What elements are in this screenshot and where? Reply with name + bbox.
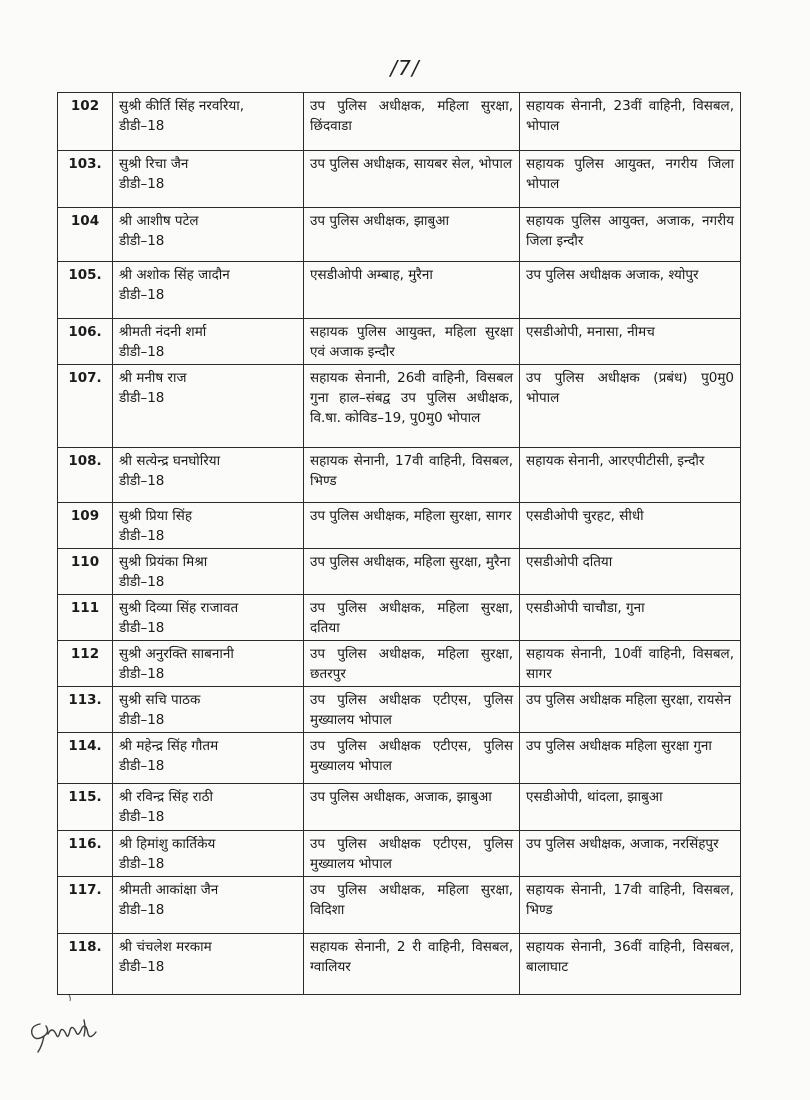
- current-posting: उप पुलिस अधीक्षक, महिला सुरक्षा, दतिया: [304, 595, 520, 641]
- new-posting: एसडीओपी, मनासा, नीमच: [520, 319, 741, 365]
- officer-cell: [113, 687, 304, 733]
- officer-batch: डीडी–18: [119, 233, 165, 249]
- serial-number: 113.: [58, 687, 113, 733]
- officer-batch: डीडी–18: [119, 666, 165, 682]
- table-row: [58, 365, 741, 448]
- new-posting: एसडीओपी चाचौडा, गुना: [520, 595, 741, 641]
- officer-name: श्री रविन्द्र सिंह राठी: [119, 789, 213, 805]
- new-posting: सहायक सेनानी, 10वीं वाहिनी, विसबल, सागर: [520, 641, 741, 687]
- officer-cell: [113, 262, 304, 319]
- new-posting: सहायक सेनानी, 23वीं वाहिनी, विसबल, भोपाल: [520, 93, 741, 151]
- officer-batch: डीडी–18: [119, 473, 165, 489]
- current-posting: सहायक सेनानी, 2 री वाहिनी, विसबल, ग्वालियर: [304, 934, 520, 995]
- current-posting: उप पुलिस अधीक्षक, अजाक, झाबुआ: [304, 784, 520, 831]
- officer-name: सुश्री अनुरक्ति साबनानी: [119, 646, 234, 662]
- new-posting: एसडीओपी चुरहट, सीधी: [520, 503, 741, 549]
- officer-batch: डीडी–18: [119, 344, 165, 360]
- officer-batch: डीडी–18: [119, 390, 165, 406]
- serial-number: 104: [58, 208, 113, 262]
- table-row: [58, 595, 741, 641]
- officer-cell: [113, 319, 304, 365]
- table-row: [58, 262, 741, 319]
- pen-mark: [68, 994, 74, 1002]
- table-row: [58, 831, 741, 877]
- table-row: [58, 151, 741, 208]
- officer-cell: [113, 831, 304, 877]
- table-row: [58, 549, 741, 595]
- officer-name: सुश्री दिव्या सिंह राजावत: [119, 600, 239, 616]
- table-row: [58, 877, 741, 934]
- current-posting: उप पुलिस अधीक्षक, महिला सुरक्षा, विदिशा: [304, 877, 520, 934]
- officer-batch: डीडी–18: [119, 118, 165, 134]
- serial-number: 105.: [58, 262, 113, 319]
- serial-number: 112: [58, 641, 113, 687]
- transfer-table: [57, 92, 741, 995]
- table-row: [58, 687, 741, 733]
- officer-batch: डीडी–18: [119, 856, 165, 872]
- officer-batch: डीडी–18: [119, 902, 165, 918]
- new-posting: उप पुलिस अधीक्षक (प्रबंध) पु0मु0 भोपाल: [520, 365, 741, 448]
- current-posting: सहायक सेनानी, 17वी वाहिनी, विसबल, भिण्ड: [304, 448, 520, 503]
- officer-cell: [113, 784, 304, 831]
- officer-batch: डीडी–18: [119, 712, 165, 728]
- current-posting: उप पुलिस अधीक्षक, महिला सुरक्षा, सागर: [304, 503, 520, 549]
- table-row: [58, 784, 741, 831]
- handwritten-signature: [26, 1012, 106, 1060]
- current-posting: उप पुलिस अधीक्षक एटीएस, पुलिस मुख्यालय भोपाल: [304, 733, 520, 784]
- new-posting: एसडीओपी, थांदला, झाबुआ: [520, 784, 741, 831]
- officer-batch: डीडी–18: [119, 758, 165, 774]
- officer-cell: [113, 93, 304, 151]
- serial-number: 116.: [58, 831, 113, 877]
- officer-name: सुश्री कीर्ति सिंह नरवरिया,: [119, 98, 245, 114]
- officer-cell: [113, 365, 304, 448]
- new-posting: एसडीओपी दतिया: [520, 549, 741, 595]
- officer-cell: [113, 877, 304, 934]
- current-posting: उप पुलिस अधीक्षक, झाबुआ: [304, 208, 520, 262]
- current-posting: उप पुलिस अधीक्षक, महिला सुरक्षा, छतरपुर: [304, 641, 520, 687]
- current-posting: उप पुलिस अधीक्षक एटीएस, पुलिस मुख्यालय भोपाल: [304, 831, 520, 877]
- officer-name: श्री सत्येन्द्र घनघोरिया: [119, 453, 221, 469]
- officer-cell: [113, 151, 304, 208]
- officer-batch: डीडी–18: [119, 620, 165, 636]
- current-posting: सहायक सेनानी, 26वी वाहिनी, विसबल गुना हाल–संबद्व उप पुलिस अधीक्षक, वि.षा. कोविड–19, पु0मु0 भोपाल: [304, 365, 520, 448]
- officer-name: श्री आशीष पटेल: [119, 213, 199, 229]
- officer-name: सुश्री प्रिया सिंह: [119, 508, 193, 524]
- officer-cell: [113, 733, 304, 784]
- table-row: [58, 208, 741, 262]
- current-posting: उप पुलिस अधीक्षक, महिला सुरक्षा, मुरैना: [304, 549, 520, 595]
- page-number: /7/: [390, 56, 420, 80]
- officer-batch: डीडी–18: [119, 574, 165, 590]
- officer-name: सुश्री रिचा जैन: [119, 156, 189, 172]
- officer-cell: [113, 549, 304, 595]
- new-posting: सहायक सेनानी, 17वी वाहिनी, विसबल, भिण्ड: [520, 877, 741, 934]
- serial-number: 102: [58, 93, 113, 151]
- current-posting: उप पुलिस अधीक्षक, सायबर सेल, भोपाल: [304, 151, 520, 208]
- new-posting: उप पुलिस अधीक्षक महिला सुरक्षा गुना: [520, 733, 741, 784]
- officer-cell: [113, 595, 304, 641]
- serial-number: 103.: [58, 151, 113, 208]
- new-posting: उप पुलिस अधीक्षक महिला सुरक्षा, रायसेन: [520, 687, 741, 733]
- officer-batch: डीडी–18: [119, 176, 165, 192]
- current-posting: सहायक पुलिस आयुक्त, महिला सुरक्षा एवं अजाक इन्दौर: [304, 319, 520, 365]
- current-posting: एसडीओपी अम्बाह, मुरैना: [304, 262, 520, 319]
- table-row: [58, 448, 741, 503]
- new-posting: उप पुलिस अधीक्षक, अजाक, नरसिंहपुर: [520, 831, 741, 877]
- serial-number: 114.: [58, 733, 113, 784]
- officer-batch: डीडी–18: [119, 287, 165, 303]
- table-row: [58, 503, 741, 549]
- serial-number: 115.: [58, 784, 113, 831]
- new-posting: उप पुलिस अधीक्षक अजाक, श्योपुर: [520, 262, 741, 319]
- officer-name: श्री हिमांशु कार्तिकेय: [119, 836, 216, 852]
- officer-name: श्री अशोक सिंह जादौन: [119, 267, 230, 283]
- table-row: [58, 641, 741, 687]
- serial-number: 117.: [58, 877, 113, 934]
- table-row: [58, 93, 741, 151]
- serial-number: 107.: [58, 365, 113, 448]
- serial-number: 109: [58, 503, 113, 549]
- officer-batch: डीडी–18: [119, 809, 165, 825]
- officer-cell: [113, 208, 304, 262]
- table-row: [58, 934, 741, 995]
- current-posting: उप पुलिस अधीक्षक एटीएस, पुलिस मुख्यालय भोपाल: [304, 687, 520, 733]
- officer-cell: [113, 641, 304, 687]
- officer-name: श्रीमती आकांक्षा जैन: [119, 882, 219, 898]
- serial-number: 106.: [58, 319, 113, 365]
- officer-name: सुश्री प्रियंका मिश्रा: [119, 554, 208, 570]
- new-posting: सहायक सेनानी, आरएपीटीसी, इन्दौर: [520, 448, 741, 503]
- new-posting: सहायक सेनानी, 36वीं वाहिनी, विसबल, बालाघाट: [520, 934, 741, 995]
- officer-cell: [113, 934, 304, 995]
- table-row: [58, 319, 741, 365]
- new-posting: सहायक पुलिस आयुक्त, अजाक, नगरीय जिला इन्दौर: [520, 208, 741, 262]
- new-posting: सहायक पुलिस आयुक्त, नगरीय जिला भोपाल: [520, 151, 741, 208]
- officer-cell: [113, 503, 304, 549]
- serial-number: 108.: [58, 448, 113, 503]
- serial-number: 110: [58, 549, 113, 595]
- current-posting: उप पुलिस अधीक्षक, महिला सुरक्षा, छिंदवाडा: [304, 93, 520, 151]
- officer-name: श्रीमती नंदनी शर्मा: [119, 324, 207, 340]
- serial-number: 111: [58, 595, 113, 641]
- officer-name: सुश्री सचि पाठक: [119, 692, 201, 708]
- officer-batch: डीडी–18: [119, 528, 165, 544]
- serial-number: 118.: [58, 934, 113, 995]
- table-row: [58, 733, 741, 784]
- officer-name: श्री चंचलेश मरकाम: [119, 939, 212, 955]
- officer-name: श्री महेन्द्र सिंह गौतम: [119, 738, 219, 754]
- officer-batch: डीडी–18: [119, 959, 165, 975]
- officer-cell: [113, 448, 304, 503]
- officer-name: श्री मनीष राज: [119, 370, 187, 386]
